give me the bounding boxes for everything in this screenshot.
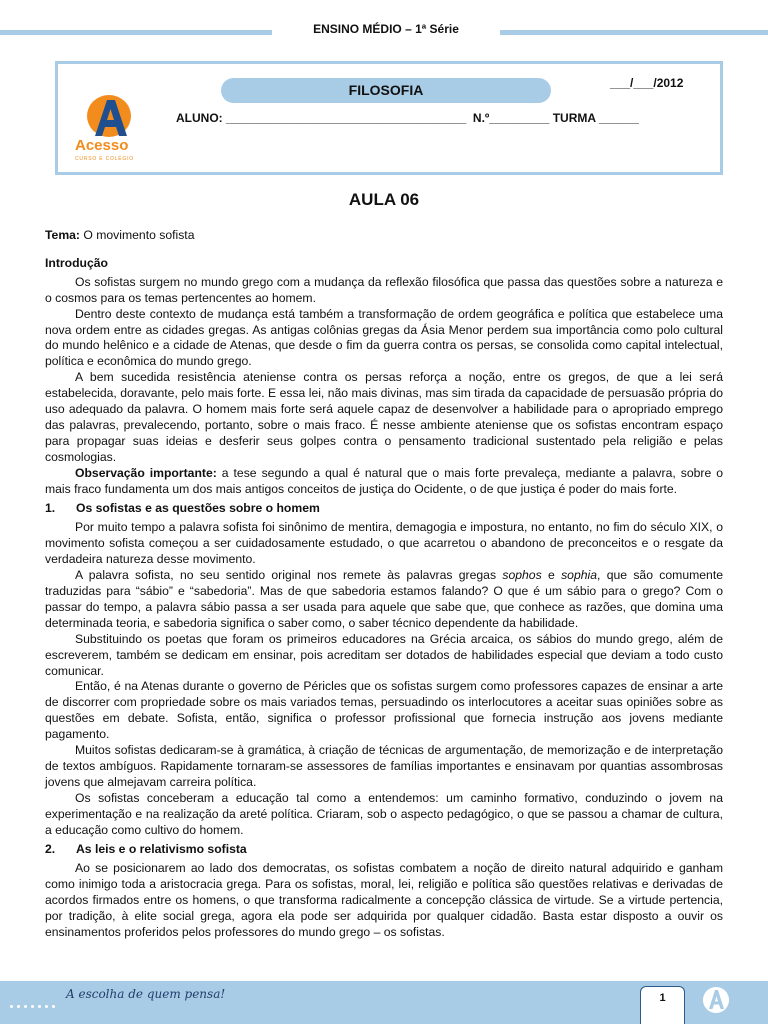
theme-line — [45, 228, 723, 244]
page-number: 1 — [640, 986, 685, 1024]
lesson-title: AULA 06 — [348, 190, 420, 209]
observation-paragraph — [45, 466, 723, 498]
top-band-left — [0, 30, 272, 35]
intro-heading: Introdução — [45, 255, 108, 270]
section-title: Os sofistas e as questões sobre o homem — [76, 500, 320, 515]
section-paragraph: Os sofistas conceberam a educação tal como a entendemos: um caminho formativo, conduzindo o jovem na experimentação e na realização da areté política. Criaram, sob o aspecto pedagógico, o que se passou a chamar de cultura, a educação como cultivo do homem. — [45, 790, 723, 837]
top-band-right — [500, 30, 768, 35]
term-sophos: sophos — [502, 568, 542, 583]
section-title: As leis e o relativismo sofista — [76, 841, 247, 856]
main-content — [45, 228, 723, 941]
observation-text: a tese segundo a qual é natural que o mais forte prevaleça, mediante a palavra, sobre o mais fraco fundamenta um dos mais antigos conceitos de justiça do Ocidente, o de que justiça é poder do mais forte. — [45, 465, 723, 496]
term-sophia: sophia — [561, 568, 597, 583]
section-number: 1. — [45, 500, 56, 515]
section-paragraph: Ao se posicionarem ao lado dos democratas, os sofistas combatem a noção de direito natural adquirido e ganham como inimigo toda a aristocracia grega. Para os sofistas, moral, lei, religião e política são questões relativas e derivadas de acordos firmados entre os homens, o que transforma radicalmente a concepção clássica de virtude. Se a virtude pertencia, por tradição, à elite social grega, agora ela pode ser adquirida por qualquer cidadão. Basta estar disposto a ouvir os ensinamentos proferidos pelos professores do mundo grego – os sofistas. — [45, 861, 723, 940]
footer-logo-icon — [700, 984, 732, 1016]
theme-label: Tema: — [45, 228, 80, 242]
text-fragment: e — [541, 568, 562, 583]
section-heading — [45, 842, 723, 858]
date-field: ___/___/2012 — [610, 76, 684, 90]
section-paragraph: Então, é na Atenas durante o governo de Péricles que os sofistas surgem como professores capazes de ensinar a arte de discorrer com propriedade sobre os mais variados temas, persuadindo os interlocutores a aceitar suas opiniões sobre as questões em debate. Sofista, então, significa o professor profissional que fornecia instrução aos jovens mediante pagamento. — [45, 679, 723, 742]
section-number: 2. — [45, 841, 56, 856]
section-paragraph: Muitos sofistas dedicaram-se à gramática, à criação de técnicas de argumentação, de memorização e de interpretação de textos ambíguos. Rapidamente tornaram-se assessores de famílias importantes e ensinavam por quantias assombrosas jovens que almejavam carreira política. — [45, 743, 723, 789]
logo-name: Acesso — [75, 137, 129, 154]
theme-value: O movimento sofista — [80, 228, 195, 242]
footer-dots — [10, 995, 59, 1013]
text-fragment: A palavra sofista, no seu sentido original nos remete às palavras gregas — [75, 568, 503, 583]
intro-paragraph: Os sofistas surgem no mundo grego com a mudança da reflexão filosófica que passa das questões sobre a natureza e o cosmos para os temas pertencentes ao homem. — [45, 274, 723, 305]
footer-slogan: A escolha de quem pensa! — [66, 987, 226, 1001]
section-paragraph: Por muito tempo a palavra sofista foi sinônimo de mentira, demagogia e impostura, no entanto, no fim do século XIX, o movimento sofista começou a ser cuidadosamente estudado, o que acarretou o abandono de preconceitos e o resgate da verdadeira natureza desse movimento. — [45, 520, 723, 567]
logo-tagline: CURSO E COLÉGIO — [75, 156, 134, 162]
subject-title: FILOSOFIA — [221, 78, 551, 103]
section-paragraph — [45, 568, 723, 632]
intro-paragraph: Dentro deste contexto de mudança está também a transformação de ordem geográfica e política que estabelece uma nova ordem entre as cidades gregas. As antigas colônias gregas da Ásia Menor perdem sua importância como polo cultural do mundo helênico e a cidade de Atenas, que desde o fim da guerra contra os persas, se consolida como capital intelectual, política e econômica do mundo grego. — [45, 306, 723, 369]
text-fragment: , que são comumente traduzidas para “sábio” e “sabedoria”. Mas de que sabedoria estamos falando? O que é um sábio para o grego? Com o passar do tempo, a palavra sábio passa a ser usada para aquele que sabe que, que conhece as razões, que domina uma determinada teoria, e sabedoria significa o saber como, o saber técnico dependente da habilidade. — [45, 568, 723, 630]
course-title: ENSINO MÉDIO – 1ª Série — [313, 22, 459, 36]
section-heading — [45, 501, 723, 517]
acesso-logo — [73, 92, 153, 166]
observation-label: Observação importante: — [75, 465, 217, 480]
intro-paragraph: A bem sucedida resistência ateniense contra os persas reforça a noção, entre os gregos, de que a lei será estabelecida, doravante, pelo mais forte. E essa lei, não mais divinas, mas sim tirada da capacidade de persuasão própria do uso adequado da palavra. O homem mais forte será aquele capaz de desenvolver a habilidade para o apropriado emprego das palavras, prevalecendo, portanto, sobre o mais fraco. É nesse ambiente ateniense que os sofistas encontram espaço para propagar suas ideias e desferir seus golpes contra o pensamento tradicional sustentado pela religião e pelas cosmologias. — [45, 370, 723, 464]
section-paragraph: Substituindo os poetas que foram os primeiros educadores na Grécia arcaica, os sábios do mundo grego, além de escreverem, também se dedicam em ensinar, pois acreditam ser dotados de habilidades especial que deviam a todo custo comunicar. — [45, 631, 723, 678]
student-info-line: ALUNO: ____________________________________ N.º_________ TURMA ______ — [176, 111, 639, 125]
